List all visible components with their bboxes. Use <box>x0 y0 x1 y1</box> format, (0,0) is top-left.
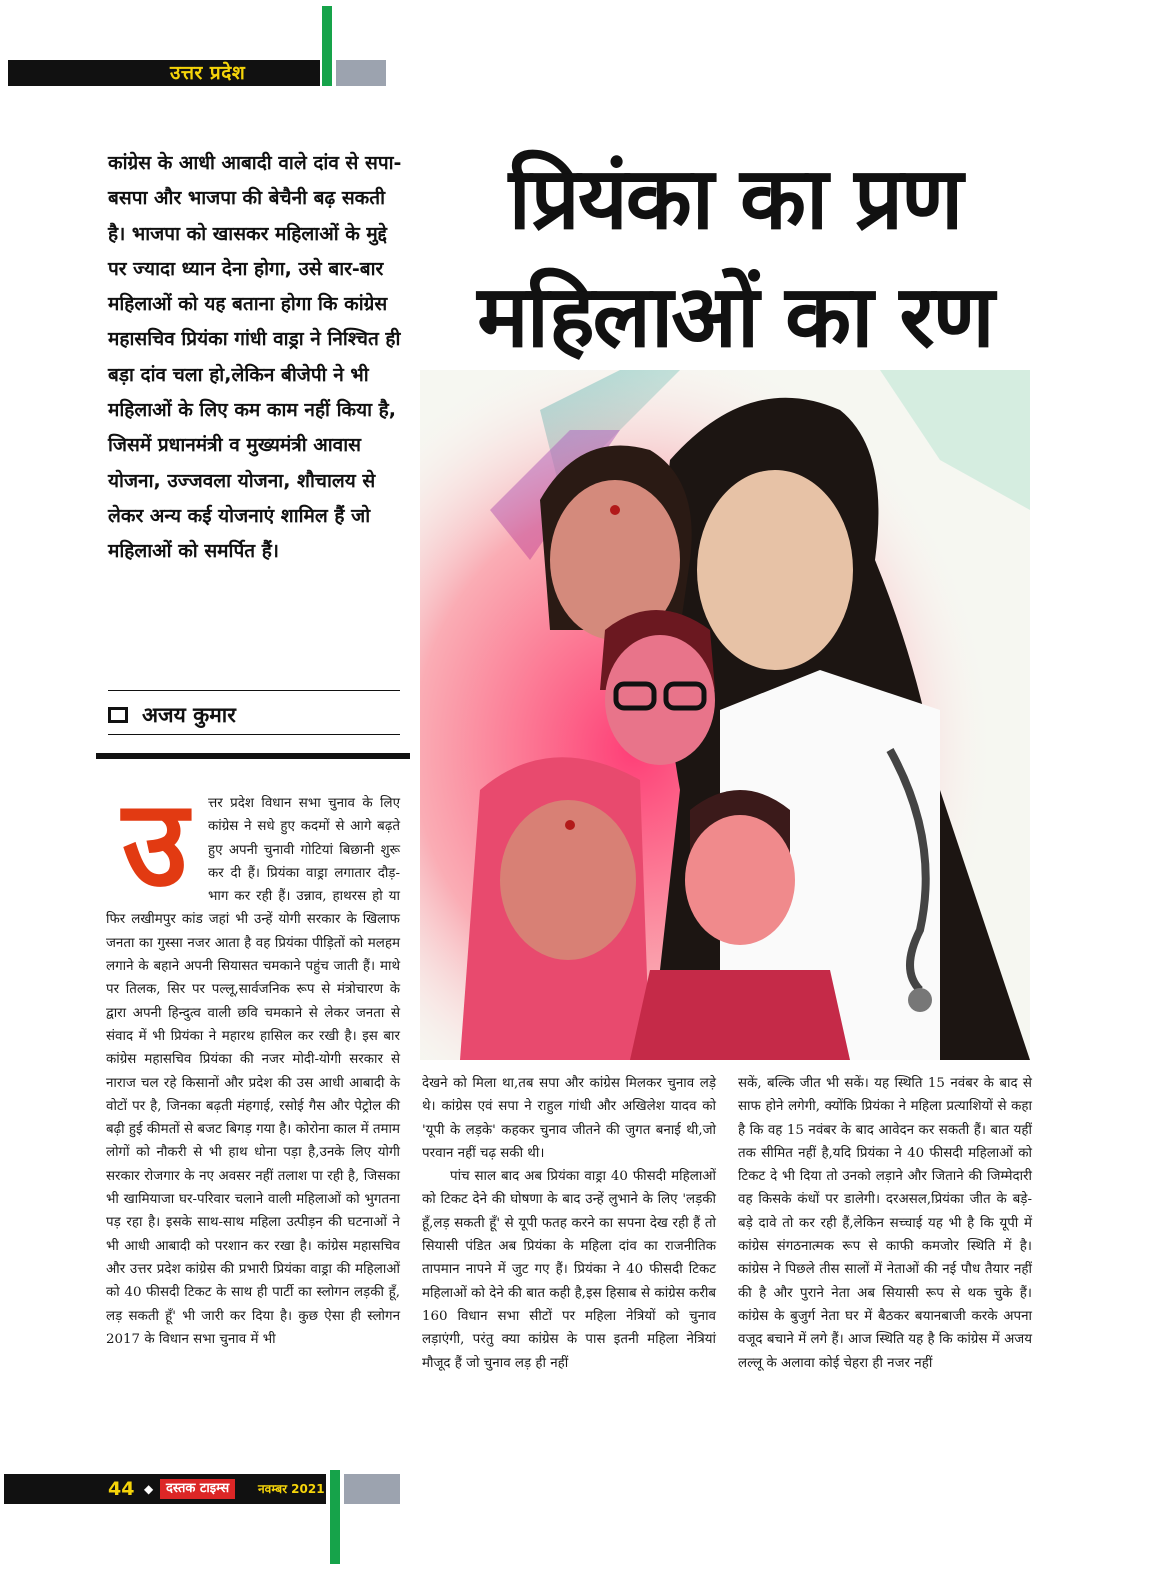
footer-green-bar <box>330 1470 340 1564</box>
article-column-1 <box>106 775 400 1351</box>
article-paragraph: त्तर प्रदेश विधान सभा चुनाव के लिए कांग्रेस ने सधे हुए कदमों से आगे बढ़ते हुए अपनी चुनावी गोटियां बिछानी शुरू कर दी हैं। प्रियंका वाड्रा लगातार दौड़-भाग कर रही हैं। उन्नाव, हाथरस हो या फिर लखीमपुर कांड जहां भी उन्हें योगी सरकार के खिलाफ जनता का गुस्सा नजर आता है वह प्रियंका पीड़ितों को मलहम लगाने के बहाने अपनी सियासत चमकाने पहुंच जाती हैं। माथे पर तिलक, सिर पर पल्लू,सार्वजनिक रूप से मंत्रोचारण के द्वारा अपनी हिन्दुत्व वाली छवि चमकाने से लेकर जनता से संवाद में भी प्रियंका ने महारथ हासिल कर रखी है। इस बार कांग्रेस महासचिव प्रियंका की नजर मोदी-योगी सरकार से नाराज चल रहे किसानों और प्रदेश की उस आधी आबादी के वोटों पर है, जिनका बढ़ती मंहगाई, रसोई गैस और पेट्रोल की बढ़ी हुई कीमतों से बजट बिगड़ गया है। कोरोना काल में तमाम लोगों को नौकरी से भी हाथ धोना पड़ा है,उनके लिए योगी सरकार रोजगार के नए अवसर नहीं तलाश पा रही है, जिसका भी खामियाजा घर-परिवार चलाने वाली महिलाओं को भुगतना पड़ रहा है। इसके साथ-साथ महिला उत्पीड़न की घटनाओं ने भी आधी आबादी को परशान कर रखा है। कांग्रेस महासचिव और उत्तर प्रदेश कांग्रेस की प्रभारी प्रियंका वाड्रा की महिलाओं को 40 फीसदी टिकट के साथ ही पार्टी का स्लोगन लड़की हूँ, लड़ सकती हूँ' भी जारी कर दिया है। कुछ ऐसा ही स्लोगन 2017 के विधान सभा चुनाव में भी <box>106 796 400 1347</box>
section-title: उत्तर प्रदेश <box>170 62 246 84</box>
article-column-3 <box>738 1072 1032 1375</box>
article-paragraph: पांच साल बाद अब प्रियंका वाड्रा 40 फीसदी महिलाओं को टिकट देने की घोषणा के बाद उन्हें लुभाने के लिए 'लड़की हूँ,लड़ सकती हूँ' से यूपी फतह करने का सपना देख रही हैं तो सियासी पंडित अब प्रियंका के महिला दांव का राजनीतिक तापमान नापने में जुट गए हैं। प्रियंका ने 40 फीसदी टिकट महिलाओं को देने की बात कही है,इस हिसाब से कांग्रेस करीब 160 विधान सभा सीटों पर महिला नेत्रियों को चुनाव लड़ाएंगी, परंतु क्या कांग्रेस के पास इतनी महिला नेत्रियां मौजूद हैं जो चुनाव लड़ ही नहीं <box>422 1169 716 1371</box>
article-paragraph: सकें, बल्कि जीत भी सकें। यह स्थिति 15 नवंबर के बाद से साफ होने लगेगी, क्योंकि प्रियंका ने महिला प्रत्याशियों से कहा है कि वह 15 नवंबर के बाद आवेदन कर सकती हैं। बात यहीं तक सीमित नहीं है,यदि प्रियंका ने 40 फीसदी महिलाओं को टिकट दे भी दिया तो उनको लड़ाने और जिताने की जिम्मेदारी वह किसके कंधों पर डालेगी। दरअसल,प्रियंका जीत के बड़े-बड़े दावे तो कर रही हैं,लेकिन सच्चाई यह भी है कि यूपी में कांग्रेस संगठनात्मक रूप से काफी कमजोर स्थिति में है। कांग्रेस ने पिछले तीस सालों में नेताओं की नई पौध तैयार नहीं की है और पुराने नेता अब सियासी रूप से थक चुके हैं। कांग्रेस के बुजुर्ग नेता घर में बैठकर बयानबाजी करके अपना वजूद बचाने में लगे हैं। आज स्थिति यह है कि कांग्रेस में अजय लल्लू के अलावा कोई चेहरा ही नजर नहीं <box>738 1076 1032 1371</box>
issue-date: नवम्बर 2021 <box>258 1482 325 1496</box>
divider <box>108 690 400 691</box>
footer-gray-block <box>344 1474 400 1504</box>
article-paragraph: देखने को मिला था,तब सपा और कांग्रेस मिलकर चुनाव लड़े थे। कांग्रेस एवं सपा ने राहुल गांधी और अखिलेश यादव को 'यूपी के लड़के' कहकर चुनाव जीतने की जुगत बनाई थी,जो परवान नहीं चढ़ सकी थी। <box>422 1076 716 1161</box>
women-portrait-illustration <box>420 370 1030 1060</box>
square-bullet-icon <box>108 707 128 723</box>
page-number: 44 <box>108 1478 135 1500</box>
divider <box>108 734 400 735</box>
header-green-bar <box>322 6 332 86</box>
byline <box>108 700 236 730</box>
pull-quote: कांग्रेस के आधी आबादी वाले दांव से सपा-बसपा और भाजपा की बेचैनी बढ़ सकती है। भाजपा को खासकर महिलाओं के मुद्दे पर ज्यादा ध्यान देना होगा, उसे बार-बार महिलाओं को यह बताना होगा कि कांग्रेस महासचिव प्रियंका गांधी वाड्रा ने निश्चित ही बड़ा दांव चला हो,लेकिन बीजेपी ने भी महिलाओं के लिए कम काम नहीं किया है, जिसमें प्रधानमंत्री व मुख्यमंत्री आवास योजना, उज्जवला योजना, शौचालय से लेकर अन्य कई योजनाएं शामिल हैं जो महिलाओं को समर्पित हैं। <box>108 152 402 563</box>
headline <box>430 140 1040 376</box>
author-name: अजय कुमार <box>142 703 236 727</box>
thick-divider <box>96 753 410 759</box>
headline-line-1: प्रियंका का प्रण <box>508 149 962 249</box>
header-gray-block <box>336 60 386 86</box>
magazine-brand: दस्तक टाइम्स <box>160 1479 235 1499</box>
hero-image-women-portraits <box>420 370 1030 1060</box>
headline-line-2: महिलाओं का रण <box>477 267 993 367</box>
diamond-icon: ◆ <box>144 1482 154 1496</box>
header-black-bar <box>8 60 320 86</box>
drop-cap: उ <box>122 775 188 914</box>
article-column-2 <box>422 1072 716 1375</box>
